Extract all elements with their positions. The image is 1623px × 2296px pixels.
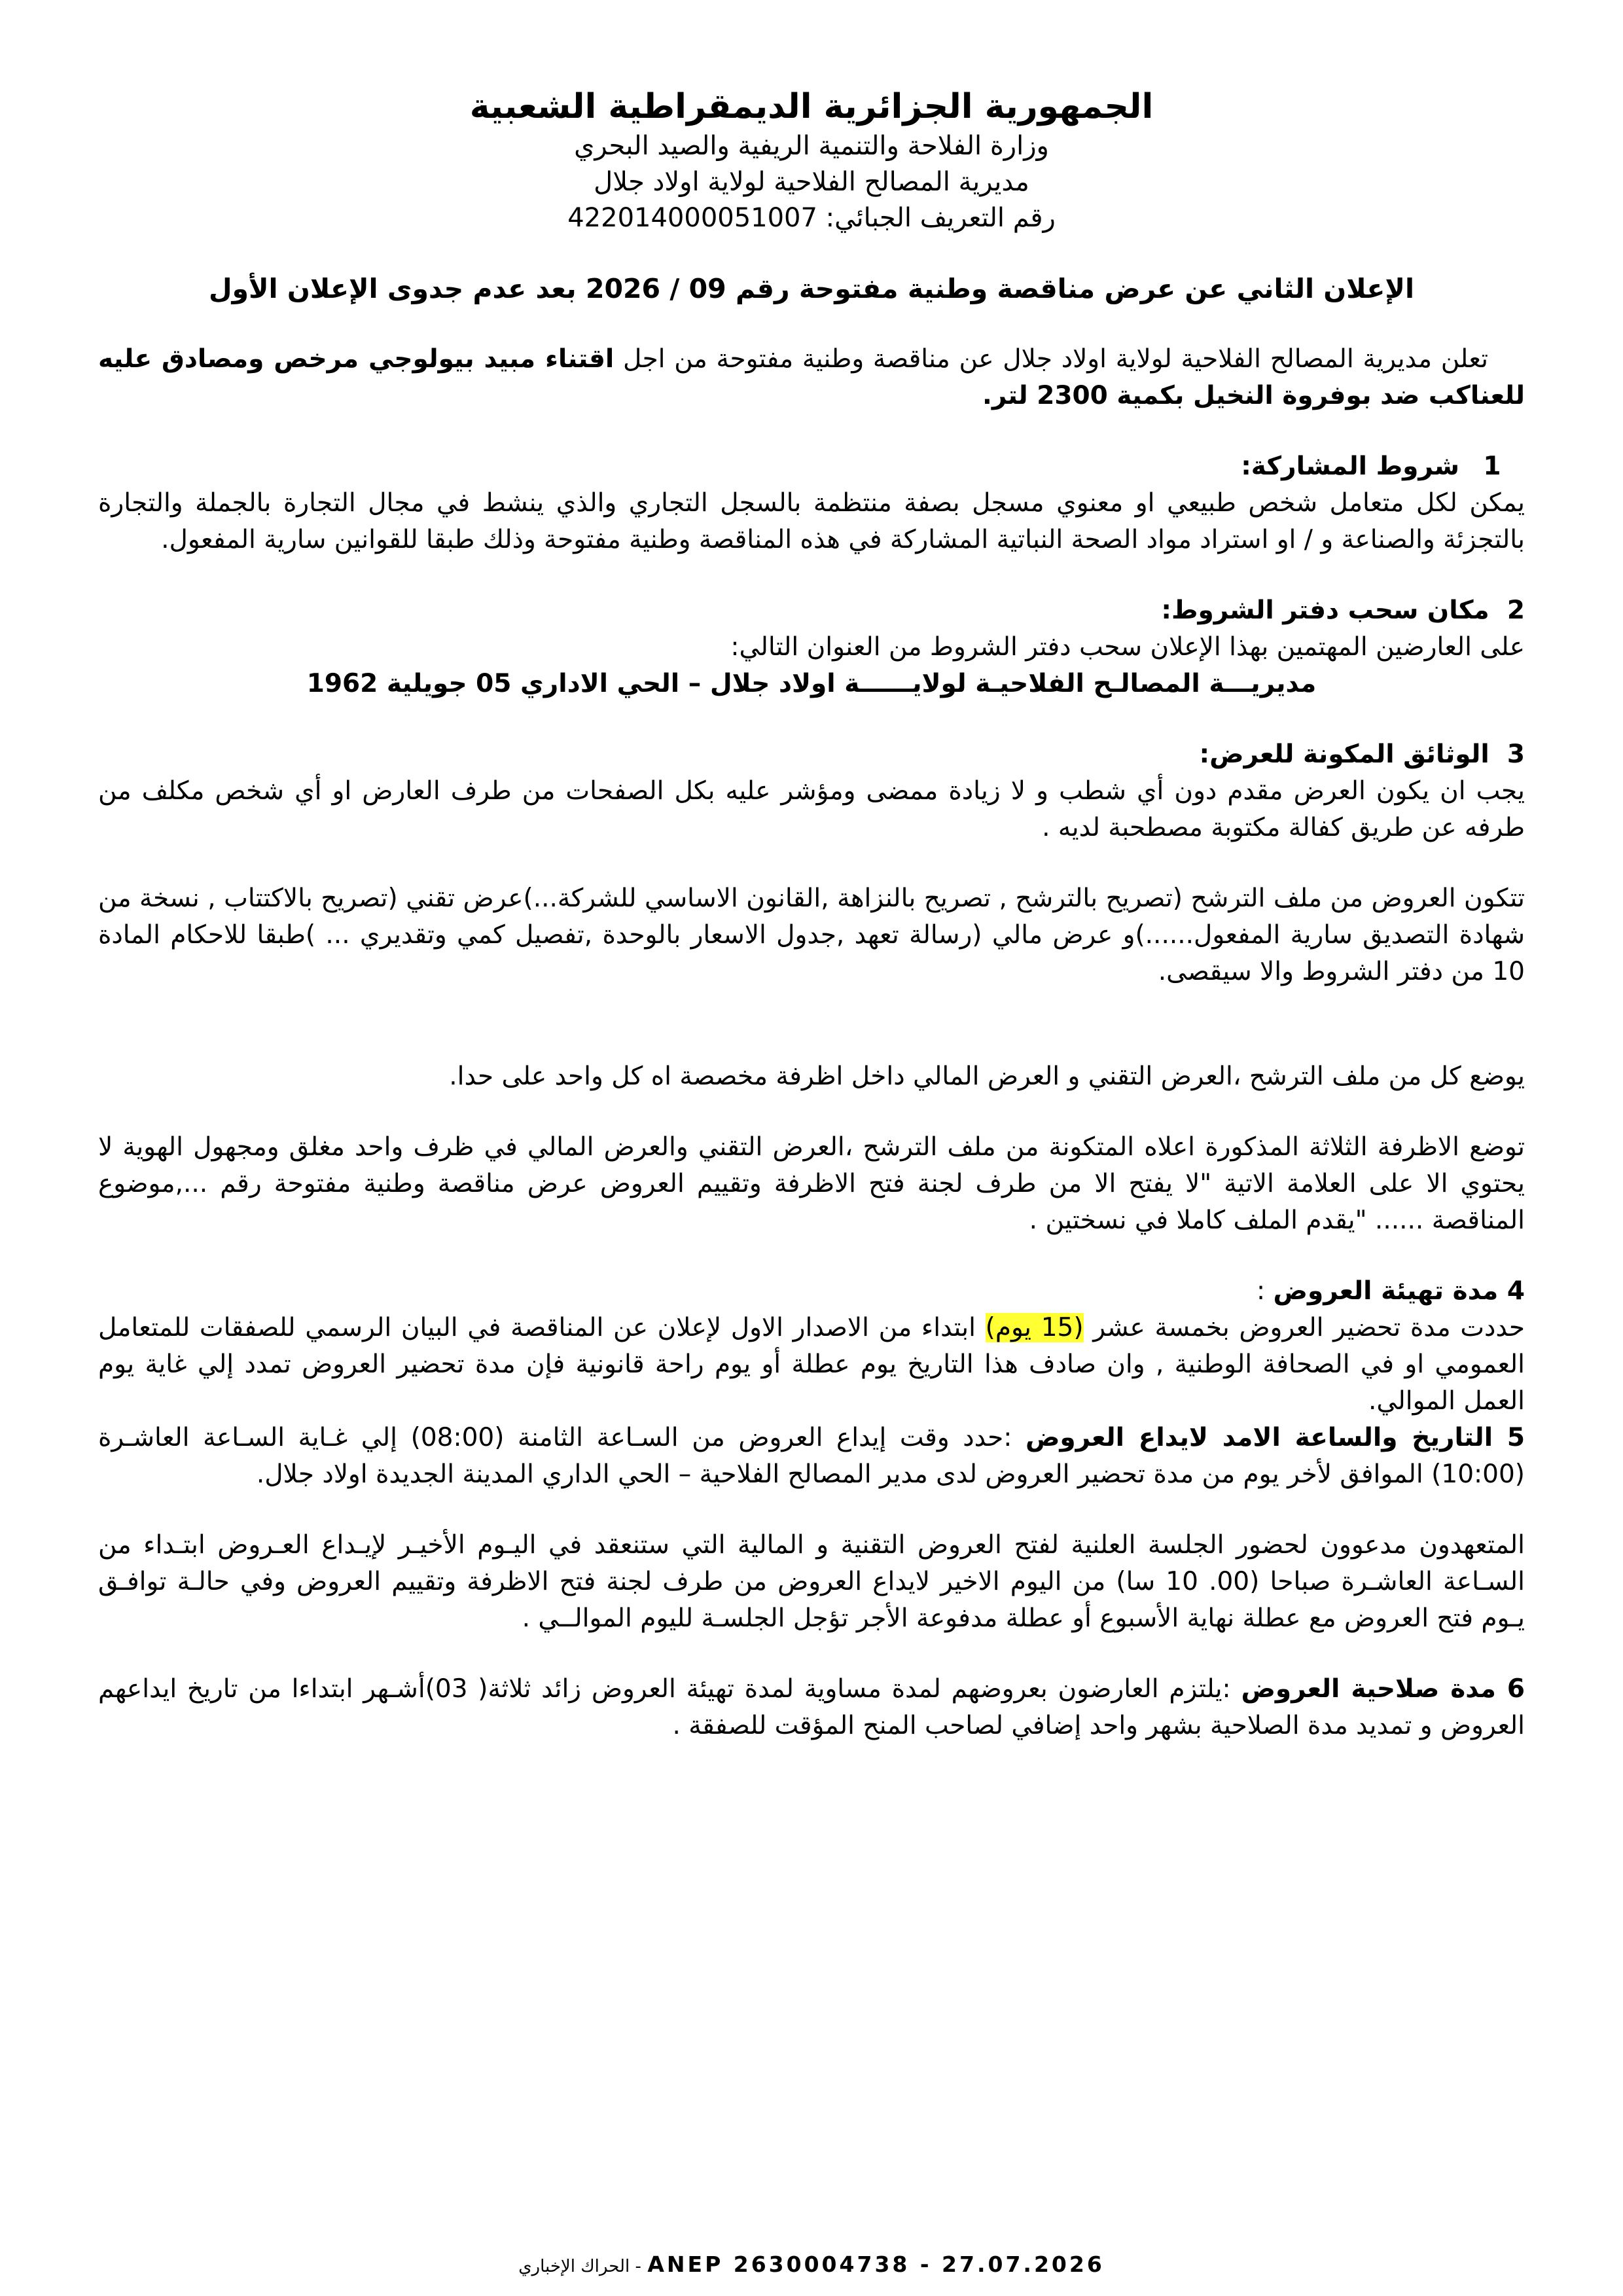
section-3-paragraph-2: تتكون العروض من ملف الترشح (تصريح بالترشح , تصريح بالنزاهة ,القانون الاساسي للشركة...)عرض تقني (تصريح بالاكتتاب , نسخة من شهادة التصديق سارية المفعول......)و عرض مالي (رسالة تعهد ,جدول الاسعار بالوحدة ,تفصيل كمي وتقديري ... )طبقا للاحكام المادة 10 من دفتر الشروط والا سيقصى. [98,884,1525,986]
section-1-number: 1 [1483,452,1501,481]
section-6-body: :يلتزم العارضون بعروضهم لمدة مساوية لمدة تهيئة العروض زائد ثلاثة( 03)أشـهر ابتداءا من تاريخ ايداعهم العروض و تمديد مدة الصلاحية بشهر واحد إضافي لصاحب المنح المؤقت للصفقة . [98,1674,1525,1740]
section-5-paragraph [98,1420,1525,1493]
section-4-post: ابتداء من الاصدار الاول لإعلان عن المناقصة في البيان الرسمي للصفقات للمتعامل العمومي او في الصحافة الوطنية , وان صادف هذا التاريخ يوم عطلة أو يوم راحة قانونية فإن مدة تحضير العروض تمدد إلي غاية يوم العمل الموالي. [98,1313,1525,1416]
ministry-line: وزارة الفلاحة والتنمية الريفية والصيد البحري [574,131,1049,161]
section-3-paragraph-4: توضع الاظرفة الثلاثة المذكورة اعلاه المتكونة من ملف الترشح ،العرض التقني والعرض المالي في ظرف واحد مغلق ومجهول الهوية لا يحتوي الا على العلامة الاتية "لا يفتح الا من طرف لجنة فتح الاظرفة وتقييم العروض عرض مناقصة وطنية مفتوحة رقم ...,موضوع المناقصة ...... "يقدم الملف كاملا في نسختين . [98,1132,1525,1235]
section-3-number: 3 [1507,740,1525,769]
section-3-title: الوثائق المكونة للعرض: [1199,740,1489,769]
intro-paragraph [98,341,1525,414]
section-4-pre: حددت مدة تحضير العروض بخمسة عشر [1083,1313,1525,1342]
section-5-body: :حدد وقت إيداع العروض من السـاعة الثامنة (08:00) إلي غـاية السـاعة العاشـرة (10:00) الموافق لأخر يوم من مدة تحضير العروض لدى مدير المصالح الفلاحية – الحي الداري المدينة الجديدة اولاد جلال. [98,1423,1525,1489]
section-2-title: مكان سحب دفتر الشروط: [1161,596,1489,625]
section-2-address: مديريـــة المصالـح الفلاحيـة لولايــــــة اولاد جلال – الحي الاداري 05 جويلية 1962 [306,669,1317,698]
section-5-title: 5 التاريخ والساعة الامد لايداع العروض [1025,1423,1525,1452]
section-6-paragraph [98,1671,1525,1744]
footer-label: - الحراك الإخباري [518,2257,641,2276]
document-body [98,85,1525,1744]
intro-subject: اقتناء مبيد بيولوجي مرخص ومصادق عليه للعناكب ضد بوفروة النخيل بكمية 2300 لتر. [98,344,1525,410]
tax-id-line: رقم التعريف الجبائي: 422014000051007 [567,203,1056,233]
republic-heading: الجمهورية الجزائرية الديمقراطية الشعبية [469,87,1154,126]
section-1-title: شروط المشاركة: [1241,452,1459,481]
section-4-title: 4 مدة تهيئة العروض [1273,1276,1525,1306]
announcement-title: الإعلان الثاني عن عرض مناقصة وطنية مفتوحة رقم 09 / 2026 بعد عدم جدوى الإعلان الأول [208,273,1415,304]
section-2-body: على العارضين المهتمين بهذا الإعلان سحب دفتر الشروط من العنوان التالي: [730,632,1525,662]
section-6-title: 6 مدة صلاحية العروض [1241,1674,1525,1704]
directorate-line: مديرية المصالح الفلاحية لولاية اولاد جلال [594,167,1029,197]
section-1-body: يمكن لكل متعامل شخص طبيعي او معنوي مسجل بصفة منتظمة بالسجل التجاري والذي ينشط في مجال التجارة بالجملة والتجارة بالتجزئة والصناعة و / او استراد مواد الصحة النباتية المشاركة في هذه المناقصة وطنية مفتوحة وذلك طبقا للقوانين سارية المفعول. [98,488,1525,554]
section-4-colon: : [1257,1276,1274,1306]
section-2-heading [98,592,1525,629]
section-4-heading [98,1273,1525,1310]
footer [0,2251,1623,2277]
section-4-body [98,1310,1525,1420]
section-3-heading [98,736,1525,773]
section-3-paragraph-1: يجب ان يكون العرض مقدم دون أي شطب و لا زيادة ممضى ومؤشر عليه بكل الصفحات من طرف العارض او أي شخص مكلف من طرفه عن طريق كفالة مكتوبة مصطحبة لديه . [98,776,1525,842]
section-1-heading [98,448,1525,485]
section-5-paragraph-2: المتعهدون مدعوون لحضور الجلسة العلنية لفتح العروض التقنية و المالية التي ستنعقد في اليـوم الأخيـر لإيـداع العـروض ابتـداء من السـاعة العاشـرة صباحا (00. 10 سا) من اليوم الاخير لايداع العروض من طرف لجنة فتح الاظرفة وتقييم العروض وفي حالـة توافـق يـوم فتح العروض مع عطلة نهاية الأسبوع أو عطلة مدفوعة الأجر تؤجل الجلسـة لليوم الموالــي . [98,1530,1525,1633]
intro-text: تعلن مديرية المصالح الفلاحية لولاية اولاد جلال عن مناقصة وطنية مفتوحة من اجل [614,344,1488,374]
section-2-number: 2 [1507,596,1525,625]
footer-code: ANEP 2630004738 - 27.07.2026 [647,2251,1105,2277]
section-3-paragraph-3: يوضع كل من ملف الترشح ،العرض التقني و العرض المالي داخل اظرفة مخصصة اه كل واحد على حدا. [449,1062,1525,1091]
section-4-highlight: (15 يوم) [985,1313,1084,1342]
